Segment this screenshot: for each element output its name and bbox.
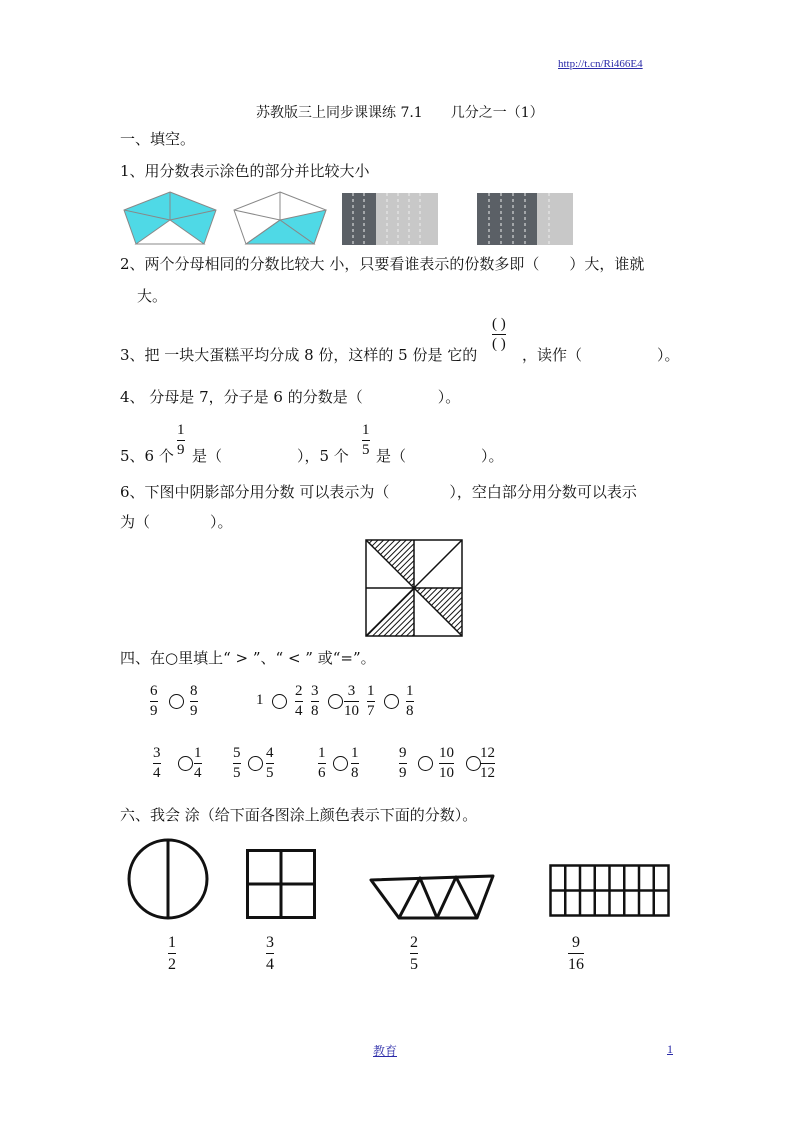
q3-text-pre: 3、把 一块大蛋糕平均分成 8 份，这样的 5 份是 它的 <box>120 346 478 364</box>
fraction-1-4 <box>194 745 202 782</box>
fraction-numerator: 9 <box>572 934 580 951</box>
fraction-8-9 <box>190 683 198 720</box>
fraction-denominator: 6 <box>318 765 326 781</box>
compare-circle[interactable] <box>418 756 433 771</box>
fraction-denominator: 10 <box>344 703 359 719</box>
fraction-denominator: 8 <box>406 703 414 719</box>
q5-text-pre: 5、6 个 <box>120 447 174 465</box>
compare-circle[interactable] <box>384 694 399 709</box>
fraction-3-8 <box>311 683 319 720</box>
grid-sixteenths-figure[interactable] <box>549 864 670 917</box>
q5-text-mid: 是（ ），5 个 <box>192 447 349 465</box>
fraction-3-4 <box>153 745 161 782</box>
fraction-denominator: 16 <box>568 956 584 973</box>
fraction-1-6 <box>318 745 326 782</box>
fraction-9-9 <box>399 745 407 782</box>
q2-text-line1: 2、两个分母相同的分数比较大 小，只要看谁表示的份数多即（ ）大，谁就 <box>120 255 645 273</box>
header-link[interactable]: http://t.cn/Ri466E4 <box>558 58 643 70</box>
fraction-denominator: 4 <box>153 765 161 781</box>
fraction-numerator: 1 <box>194 745 202 761</box>
fraction-denominator: ( ) <box>492 336 506 352</box>
q6-text-line2: 为（ ）。 <box>120 513 233 531</box>
q5-fraction-1 <box>177 422 185 459</box>
pinwheel-square-figure <box>366 540 462 636</box>
fraction-2-4 <box>295 683 303 720</box>
fraction-numerator: 1 <box>367 683 375 699</box>
compare-circle[interactable] <box>333 756 348 771</box>
fraction-numerator: 5 <box>233 745 241 761</box>
compare-circle[interactable] <box>169 694 184 709</box>
fraction-denominator: 4 <box>266 956 274 973</box>
compare-circle[interactable] <box>272 694 287 709</box>
q3-text-post: ，读作（ ）。 <box>522 346 680 364</box>
fraction-4-5 <box>266 745 274 782</box>
compare-circle[interactable] <box>328 694 343 709</box>
compare-circle[interactable] <box>178 756 193 771</box>
fraction-denominator: 4 <box>194 765 202 781</box>
fraction-denominator: 8 <box>311 703 319 719</box>
q1-text: 1、用分数表示涂色的部分并比较大小 <box>120 162 370 180</box>
fraction-denominator: 7 <box>367 703 375 719</box>
fraction-denominator: 9 <box>399 765 407 781</box>
fraction-denominator: 9 <box>177 442 185 458</box>
fraction-numerator: 2 <box>410 934 418 951</box>
section4-heading: 四、在○里填上“ > ”、“ < ” 或“=”。 <box>120 649 376 667</box>
q5-fraction-2 <box>362 422 370 459</box>
page-title: 苏教版三上同步课课练 7.1 几分之一（1） <box>256 105 544 121</box>
fraction-denominator: 9 <box>190 703 198 719</box>
fraction-denominator: 10 <box>439 765 454 781</box>
fraction-denominator: 12 <box>480 765 495 781</box>
pentagon-figure-1 <box>122 190 218 246</box>
fraction-10-10 <box>439 745 454 782</box>
fraction-numerator: 3 <box>347 683 356 699</box>
section6-heading: 六、我会 涂（给下面各图涂上颜色表示下面的分数）。 <box>120 806 478 824</box>
bar-figure-1 <box>342 193 438 245</box>
fraction-1-8 <box>406 683 414 720</box>
fraction-numerator: 1 <box>406 683 414 699</box>
fraction-numerator: 1 <box>351 745 359 761</box>
fraction-numerator: 8 <box>190 683 198 699</box>
fraction-denominator: 8 <box>351 765 359 781</box>
fraction-6-9 <box>150 683 158 720</box>
fraction-numerator: 10 <box>439 745 454 761</box>
fraction-denominator: 9 <box>150 703 158 719</box>
fraction-1-8 <box>351 745 359 782</box>
fraction-denominator: 5 <box>362 442 370 458</box>
q5-text-post: 是（ ）。 <box>376 447 504 465</box>
fraction-numerator: 3 <box>153 745 161 761</box>
fraction-numerator: 4 <box>266 745 274 761</box>
fraction-numerator: 6 <box>150 683 158 699</box>
fraction-1-7 <box>367 683 375 720</box>
fraction-5-5 <box>233 745 241 782</box>
answer-fraction-1-2 <box>168 933 176 974</box>
q3-fraction <box>492 316 506 353</box>
number-one: 1 <box>256 692 264 708</box>
fraction-denominator: 5 <box>410 956 418 973</box>
page-number[interactable]: 1 <box>667 1042 673 1056</box>
fraction-numerator: 3 <box>311 683 319 699</box>
fraction-denominator: 4 <box>295 703 303 719</box>
fraction-denominator: 5 <box>233 765 241 781</box>
fraction-numerator: 1 <box>168 934 176 951</box>
fraction-numerator: 3 <box>266 934 274 951</box>
footer-link[interactable]: 教育 <box>373 1044 398 1058</box>
fraction-numerator: 9 <box>399 745 407 761</box>
compare-circle[interactable] <box>248 756 263 771</box>
circle-halves-figure[interactable] <box>127 838 209 920</box>
q6-text-line1: 6、下图中阴影部分用分数 可以表示为（ ），空白部分用分数可以表示 <box>120 483 637 501</box>
fraction-numerator: 1 <box>177 422 185 438</box>
fraction-numerator: 12 <box>480 745 495 761</box>
answer-fraction-3-4 <box>266 933 274 974</box>
compare-circle[interactable] <box>466 756 481 771</box>
q4-text: 4、 分母是 7，分子是 6 的分数是（ ）。 <box>120 388 461 406</box>
section1-heading: 一、填空。 <box>120 130 196 148</box>
answer-fraction-9-16 <box>568 933 584 974</box>
trapezoid-triangles-figure[interactable] <box>369 874 495 920</box>
square-quarters-figure[interactable] <box>246 849 316 919</box>
fraction-numerator: 1 <box>362 422 370 438</box>
fraction-12-12 <box>480 745 495 782</box>
bar-figure-2 <box>477 193 573 245</box>
fraction-numerator: 2 <box>295 683 303 699</box>
fraction-numerator: ( ) <box>492 316 506 332</box>
fraction-numerator: 1 <box>318 745 326 761</box>
pentagon-figure-2 <box>232 190 328 246</box>
fraction-denominator: 5 <box>266 765 274 781</box>
answer-fraction-2-5 <box>410 933 418 974</box>
fraction-denominator: 2 <box>168 956 176 973</box>
fraction-3-10 <box>344 683 359 720</box>
q2-text-line2: 大。 <box>137 287 168 305</box>
